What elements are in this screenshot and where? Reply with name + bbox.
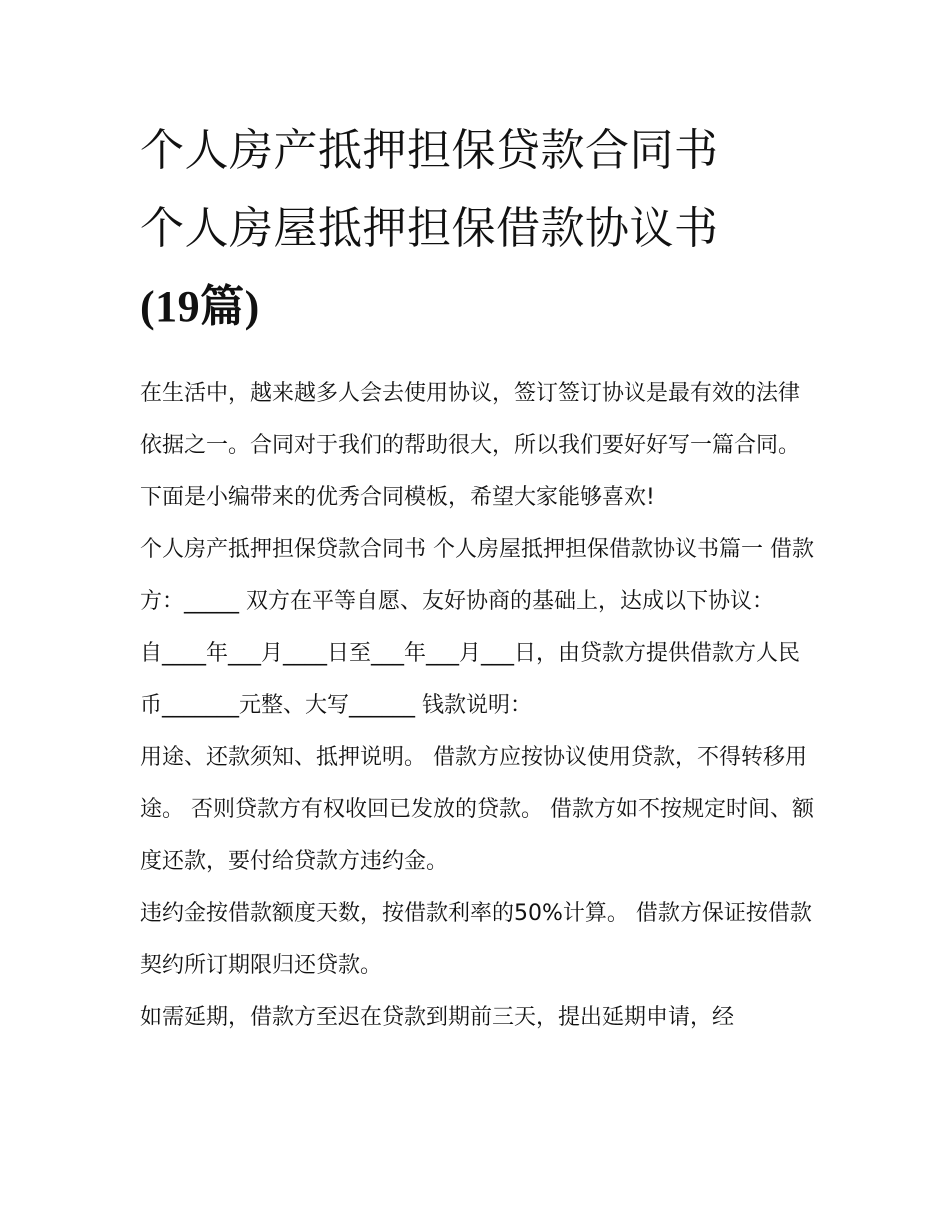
title-line-3: (19篇) [140, 282, 260, 331]
paragraph-heading: 个人房产抵押担保贷款合同书 个人房屋抵押担保借款协议书篇一 借款方：_____ 双方在平等自愿、友好协商的基础上，达成以下协议： [140, 537, 814, 614]
document-body [140, 368, 820, 1044]
paragraph-extension: 如需延期，借款方至迟在贷款到期前三天，提出延期申请，经 [140, 1005, 735, 1030]
title-line-1: 个人房产抵押担保贷款合同书 [140, 125, 719, 176]
document-title [140, 112, 820, 346]
paragraph-penalty: 违约金按借款额度天数，按借款利率的50%计算。 借款方保证按借款契约所订期限归还贷款。 [140, 901, 812, 978]
document-page [140, 112, 820, 1044]
paragraph-loan-term: 自____年___月____日至___年___月___日，由贷款方提供借款方人民币_______元整、大写______ 钱款说明： [140, 641, 801, 718]
paragraph-intro: 在生活中，越来越多人会去使用协议，签订签订协议是最有效的法律依据之一。合同对于我们的帮助很大，所以我们要好好写一篇合同。下面是小编带来的优秀合同模板，希望大家能够喜欢! [140, 381, 801, 510]
title-line-2: 个人房屋抵押担保借款协议书 [140, 203, 719, 254]
paragraph-usage: 用途、还款须知、抵押说明。 借款方应按协议使用贷款，不得转移用途。 否则贷款方有权收回已发放的贷款。 借款方如不按规定时间、额度还款，要付给贷款方违约金。 [140, 745, 814, 874]
